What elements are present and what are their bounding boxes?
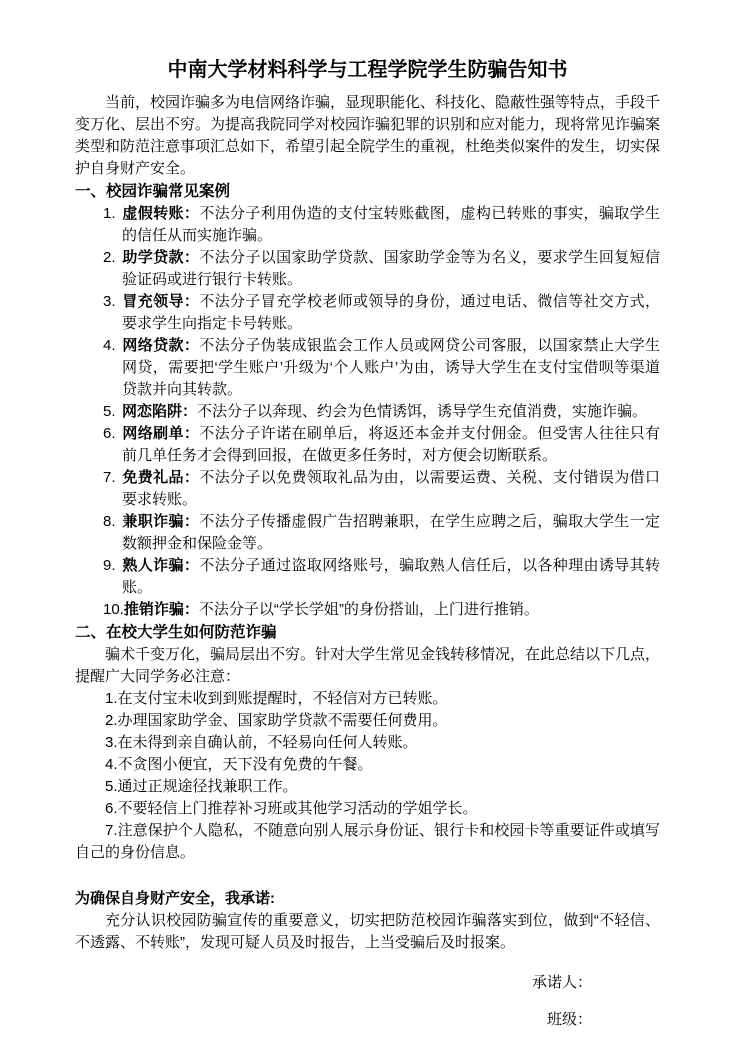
section2-intro: 骗术千变万化，骗局层出不穷。针对大学生常见金钱转移情况，在此总结以下几点，提醒广大同学务必注意： [75,646,661,685]
case-number: 5. [103,403,116,420]
case-number: 10. [103,601,124,618]
case-item-4 [75,335,660,401]
case-description: 不法分子传播虚假广告招聘兼职，在学生应聘之后，骗取大学生一定数额押金和保险金等。 [122,513,660,552]
case-description: 不法分子冒充学校老师或领导的身份，通过电话、微信等社交方式，要求学生向指定卡号转账。 [122,293,660,332]
case-term: 兼职诈骗： [122,513,200,530]
case-description: 不法分子通过盗取网络账号，骗取熟人信任后，以各种理由诱导其转账。 [122,557,660,596]
signer-label: 承诺人： [531,974,592,991]
signature-block [75,972,660,1031]
case-number: 9. [103,557,116,574]
case-item-9 [75,555,660,599]
case-description: 不法分子以奔现、约会为色情诱饵，诱导学生充值消费，实施诈骗。 [197,403,648,420]
case-number: 6. [103,425,116,442]
tip-item-7: 7.注意保护个人隐私，不随意向别人展示身份证、银行卡和校园卡等重要证件或填写自己的身份信息。 [75,822,660,861]
case-term: 网恋陷阱： [122,403,198,420]
case-item-6 [75,423,660,467]
document-title: 中南大学材料科学与工程学院学生防骗告知书 [167,59,568,81]
tip-item-3: 3.在未得到亲自确认前，不轻易向任何人转账。 [105,734,418,751]
tip-item-4: 4.不贪图小便宜，天下没有免费的午餐。 [105,756,373,773]
case-description: 不法分子以“学长学姐”的身份搭讪，上门进行推销。 [198,601,539,618]
case-number: 1. [103,205,116,222]
case-item-1 [75,203,660,247]
case-number: 2. [103,249,116,266]
case-term: 推销诈骗： [123,601,199,618]
case-item-5 [75,401,660,423]
prevention-tip-list [75,688,660,864]
case-term: 虚假转账： [122,205,200,222]
tip-item-6: 6.不要轻信上门推荐补习班或其他学习活动的学姐学长。 [105,800,478,817]
section1-heading: 一、校园诈骗常见案例 [75,183,231,200]
case-term: 熟人诈骗： [122,557,200,574]
case-term: 网络贷款： [122,337,200,354]
case-term: 冒充领导： [122,293,200,310]
case-number: 4. [103,337,116,354]
case-item-10 [75,599,660,621]
case-description: 不法分子以国家助学贷款、国家助学金等为名义，要求学生回复短信验证码或进行银行卡转账。 [122,249,660,288]
case-item-2 [75,247,660,291]
section2-heading: 二、在校大学生如何防范诈骗 [75,624,277,641]
case-term: 助学贷款： [122,249,200,266]
case-number: 7. [103,469,116,486]
class-label: 班级： [546,1011,592,1028]
case-item-7 [75,467,660,511]
pledge-body: 充分认识校园防骗宣传的重要意义，切实把防范校园诈骗落实到位，做到“不轻信、不透露、不转账”，发现可疑人员及时报告，上当受骗后及时报案。 [75,912,660,951]
tip-item-1: 1.在支付宝未收到到账提醒时，不轻信对方已转账。 [105,690,448,707]
case-description: 不法分子以免费领取礼品为由，以需要运费、关税、支付错误为借口要求转账。 [122,469,660,508]
case-term: 免费礼品： [122,469,200,486]
case-number: 3. [103,293,116,310]
case-description: 不法分子许诺在刷单后，将返还本金并支付佣金。但受害人往往只有前几单任务才会得到回报，在做更多任务时，对方便会切断联系。 [122,425,660,464]
tip-item-5: 5.通过正规途径找兼职工作。 [105,778,298,795]
intro-paragraph: 当前，校园诈骗多为电信网络诈骗，显现职能化、科技化、隐蔽性强等特点，手段千变万化、层出不穷。为提高我院同学对校园诈骗犯罪的识别和应对能力，现将常见诈骗案类型和防范注意事项汇总如下，希望引起全院学生的重视，杜绝类似案件的发生，切实保护自身财产安全。 [75,94,661,177]
pledge-heading: 为确保自身财产安全，我承诺: [75,890,275,907]
case-item-3 [75,291,660,335]
fraud-case-list [75,203,660,621]
tip-item-2: 2.办理国家助学金、国家助学贷款不需要任何费用。 [105,712,448,729]
case-number: 8. [103,513,116,530]
case-item-8 [75,511,660,555]
case-description: 不法分子利用伪造的支付宝转账截图，虚构已转账的事实，骗取学生的信任从而实施诈骗。 [122,205,660,244]
case-description: 不法分子伪装成银监会工作人员或网贷公司客服，以国家禁止大学生网贷，需要把‘学生账户’升级为‘个人账户’为由，诱导大学生在支付宝借呗等渠道贷款并向其转款。 [122,337,660,398]
case-term: 网络刷单： [122,425,200,442]
